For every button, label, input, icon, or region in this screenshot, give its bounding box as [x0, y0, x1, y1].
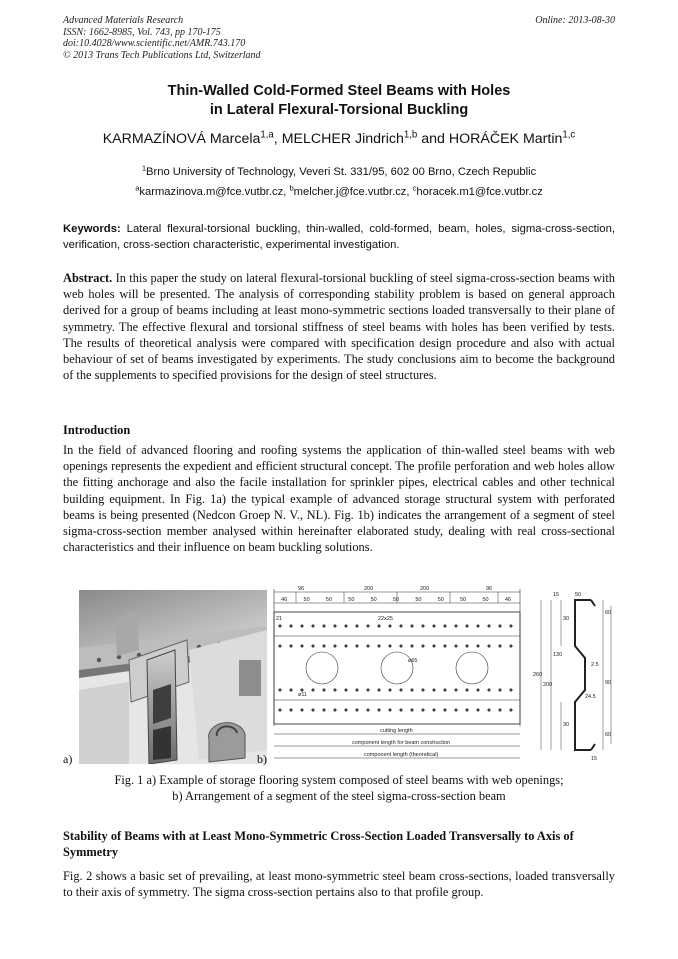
dim-label: 21 — [276, 616, 283, 622]
web-hole-mark — [432, 644, 436, 648]
email-a-sup: a — [135, 183, 140, 193]
sigma-cross-section-drawing — [531, 586, 623, 766]
abstract — [63, 270, 615, 383]
affiliation-sup: 1 — [141, 163, 147, 173]
web-hole-mark — [289, 688, 293, 692]
web-hole-mark — [476, 688, 480, 692]
web-hole-mark — [421, 624, 425, 628]
web-hole-mark — [454, 644, 458, 648]
web-hole-mark — [443, 688, 447, 692]
author-2: MELCHER Jindrich — [281, 131, 404, 147]
section-dim: 90 — [605, 680, 612, 686]
web-hole-mark — [487, 708, 491, 712]
web-hole-mark — [333, 624, 337, 628]
web-hole-mark — [388, 624, 392, 628]
component-theoretical-label: component length (theoretical) — [364, 752, 439, 758]
web-hole-mark — [498, 624, 502, 628]
journal-name: Advanced Materials Research — [63, 15, 184, 26]
web-hole-mark — [388, 688, 392, 692]
web-hole-mark — [443, 708, 447, 712]
web-hole-mark — [388, 708, 392, 712]
dim-label: 50 — [415, 597, 422, 603]
section-dim: 24.5 — [585, 694, 596, 700]
web-hole-mark — [410, 644, 414, 648]
email-c: horacek.m1@fce.vutbr.cz — [416, 186, 543, 198]
section-dim: 15 — [553, 592, 560, 598]
author-list — [63, 131, 615, 147]
section-dim: 2.5 — [591, 662, 599, 668]
dim-label: 200 — [420, 586, 430, 592]
dim-label: 50 — [348, 597, 355, 603]
web-hole-mark — [366, 644, 370, 648]
web-hole-mark — [311, 708, 315, 712]
web-hole-mark — [399, 644, 403, 648]
dim-label: 50 — [303, 597, 310, 603]
section-dim: 50 — [575, 592, 582, 598]
web-hole-mark — [311, 644, 315, 648]
web-hole-mark — [465, 688, 469, 692]
web-hole-mark — [355, 688, 359, 692]
web-hole-mark — [476, 624, 480, 628]
web-hole-mark — [465, 644, 469, 648]
author-3-sup: 1,c — [562, 129, 576, 141]
web-hole-mark — [487, 624, 491, 628]
web-hole-mark — [399, 688, 403, 692]
web-hole-mark — [322, 688, 326, 692]
web-hole-mark — [421, 644, 425, 648]
figure-1 — [63, 584, 623, 770]
title-line-2: in Lateral Flexural-Torsional Buckling — [209, 102, 469, 118]
keywords-text: Lateral flexural-torsional buckling, thin-walled, cold-formed, beam, holes, sigma-cross-section, verification, cross-section characteristic, experimental investigation. — [63, 223, 615, 251]
author-separator: and — [417, 131, 449, 147]
dim-label: ø65 — [408, 658, 418, 664]
web-hole-mark — [344, 644, 348, 648]
journal-issn: ISSN: 1662-8985, Vol. 743, pp 170-175 — [63, 26, 221, 38]
web-hole-mark — [410, 624, 414, 628]
caption-line-2: b) Arrangement of a segment of the steel sigma-cross-section beam — [172, 789, 506, 804]
email-b-sup: b — [289, 183, 294, 193]
web-hole-mark — [509, 688, 513, 692]
web-hole-mark — [454, 624, 458, 628]
abstract-text: In this paper the study on lateral flexural-torsional buckling of steel sigma-cross-section beams with web holes will be presented. The analysis of corresponding stability problem is based on general approach derived for a group of beams including at least mono-symmetric sections loaded transversally to their plane of symmetry. The effective flexural and torsional stiffness of steel beams with holes has been verified by tests. The results of theoretical analysis were compared with specification design procedure and also with actual behaviour of set of beams investigated by experiments. The study conclusions aim to become the background of the supplements to specified provisions for the design of steel structures. — [63, 271, 615, 383]
affiliation — [63, 163, 615, 178]
section-dim: 15 — [591, 756, 598, 762]
dim-label: 96 — [486, 586, 493, 592]
section-dim: 260 — [533, 672, 543, 678]
web-hole-mark — [498, 708, 502, 712]
web-hole-mark — [509, 644, 513, 648]
dim-label: 50 — [460, 597, 467, 603]
web-hole-mark — [289, 708, 293, 712]
author-3: HORÁČEK Martin — [448, 131, 563, 147]
web-hole-mark — [289, 624, 293, 628]
web-hole-mark — [300, 708, 304, 712]
web-hole-mark — [377, 708, 381, 712]
introduction-text: In the field of advanced flooring and roofing systems the application of thin-walled steel beams with web openings represents the expedient and efficient structural concept. The profile perforation and web holes allow the fitting anchorage and also the facile installation for sprinkler pipes, electrical cables and other technical building equipment. In Fig. 1a) the typical example of advanced storage structural system with perforated beams is being presented (Nedcon Groep N. V., NL). Fig. 1b) indicates the arrangement of a segment of steel sigma-cross-section member analysed within hereinafter elaborated study, dealing with real cross-sectional characteristics and their influence on beam buckling solutions. — [63, 443, 615, 555]
web-hole-mark — [388, 644, 392, 648]
web-hole-mark — [432, 688, 436, 692]
web-hole-mark — [432, 624, 436, 628]
page-header — [63, 15, 615, 61]
web-hole-mark — [322, 708, 326, 712]
section-heading-stability: Stability of Beams with at Least Mono-Symmetric Cross-Section Loaded Transversally to Axis of Symmetry — [63, 829, 574, 859]
web-hole-mark — [509, 624, 513, 628]
copyright-notice: © 2013 Trans Tech Publications Ltd, Switzerland — [63, 49, 261, 61]
component-construction-label: component length for beam construction — [352, 740, 451, 746]
web-hole-mark — [278, 644, 282, 648]
dim-label: 50 — [393, 597, 400, 603]
author-1-sup: 1,a — [260, 129, 274, 141]
keywords-label: Keywords: — [63, 223, 121, 235]
email-c-sup: c — [412, 183, 417, 193]
web-hole-mark — [333, 644, 337, 648]
dim-label: 50 — [482, 597, 489, 603]
web-hole-mark — [366, 708, 370, 712]
section-dim: 130 — [553, 652, 563, 658]
dim-label: 50 — [437, 597, 444, 603]
dim-label: 46 — [281, 597, 288, 603]
web-hole-mark — [355, 708, 359, 712]
web-hole-mark — [278, 624, 282, 628]
figure-label-b: b) — [257, 752, 267, 766]
online-date: Online: 2013-08-30 — [535, 15, 615, 26]
section-dim: 60 — [605, 610, 612, 616]
web-hole-mark — [322, 644, 326, 648]
affiliation-text: Brno University of Technology, Veveri St. 331/95, 602 00 Brno, Czech Republic — [146, 166, 537, 178]
email-b: melcher.j@fce.vutbr.cz, — [293, 186, 413, 198]
web-hole-mark — [344, 624, 348, 628]
storage-system-photo — [79, 590, 267, 764]
dim-label: 200 — [364, 586, 374, 592]
section-dim: 60 — [605, 732, 612, 738]
web-hole-mark — [432, 708, 436, 712]
author-separator: , — [273, 131, 282, 147]
web-hole-mark — [509, 708, 513, 712]
article-doi: doi:10.4028/www.scientific.net/AMR.743.170 — [63, 38, 246, 49]
web-hole-mark — [476, 708, 480, 712]
web-hole-mark — [278, 708, 282, 712]
section-dim: 30 — [563, 616, 570, 622]
web-hole-mark — [498, 644, 502, 648]
dim-label: 96 — [298, 586, 305, 592]
web-hole-mark — [465, 624, 469, 628]
web-hole-mark — [344, 708, 348, 712]
dim-label: 50 — [370, 597, 377, 603]
author-1: KARMAZÍNOVÁ Marcela — [102, 131, 261, 147]
figure-1-caption — [63, 772, 615, 805]
email-a: karmazinova.m@fce.vutbr.cz, — [139, 186, 290, 198]
web-hole-mark — [344, 688, 348, 692]
web-hole-mark — [377, 688, 381, 692]
web-hole-mark — [333, 688, 337, 692]
figure-label-a: a) — [63, 752, 73, 766]
web-hole-mark — [311, 688, 315, 692]
caption-line-1: Fig. 1 a) Example of storage flooring system composed of steel beams with web openings; — [114, 773, 564, 787]
author-emails — [63, 183, 615, 198]
web-hole-mark — [454, 708, 458, 712]
author-2-sup: 1,b — [403, 129, 418, 141]
web-hole-mark — [377, 624, 381, 628]
dim-label: 22x25 — [378, 616, 393, 622]
web-hole-mark — [366, 688, 370, 692]
beam-segment-drawing — [268, 586, 528, 766]
web-hole-mark — [300, 624, 304, 628]
dim-label: 46 — [504, 597, 511, 603]
web-hole-mark — [366, 624, 370, 628]
dim-label: ø11 — [298, 692, 308, 698]
web-hole-mark — [476, 644, 480, 648]
web-hole-mark — [399, 624, 403, 628]
section-dim: 200 — [543, 682, 553, 688]
dim-label: 50 — [325, 597, 333, 603]
web-hole-mark — [289, 644, 293, 648]
title-line-1: Thin-Walled Cold-Formed Steel Beams with Holes — [167, 83, 511, 99]
keywords — [63, 221, 615, 253]
web-hole-mark — [278, 688, 282, 692]
web-hole-mark — [454, 688, 458, 692]
web-hole-mark — [377, 644, 381, 648]
web-hole-mark — [421, 688, 425, 692]
web-hole-mark — [355, 624, 359, 628]
stability-text: Fig. 2 shows a basic set of prevailing, at least mono-symmetric steel beam cross-sections, loaded transversally to their axis of symmetry. The sigma cross-section pertains also to that profile group. — [63, 869, 615, 900]
web-hole-mark — [487, 644, 491, 648]
web-hole-mark — [322, 624, 326, 628]
web-hole-mark — [443, 624, 447, 628]
cutting-length-label: cutting length — [380, 728, 413, 734]
web-hole-mark — [498, 688, 502, 692]
web-hole-mark — [333, 708, 337, 712]
web-hole-mark — [465, 708, 469, 712]
web-hole-mark — [399, 708, 403, 712]
abstract-label: Abstract. — [63, 271, 113, 285]
paper-title — [63, 82, 615, 120]
web-hole-mark — [487, 688, 491, 692]
section-heading-introduction: Introduction — [63, 423, 131, 437]
web-hole-mark — [355, 644, 359, 648]
web-hole-mark — [311, 624, 315, 628]
web-hole-mark — [421, 708, 425, 712]
web-hole-mark — [300, 644, 304, 648]
section-dim: 30 — [563, 722, 570, 728]
web-hole-mark — [410, 708, 414, 712]
web-hole-mark — [443, 644, 447, 648]
web-hole-mark — [410, 688, 414, 692]
